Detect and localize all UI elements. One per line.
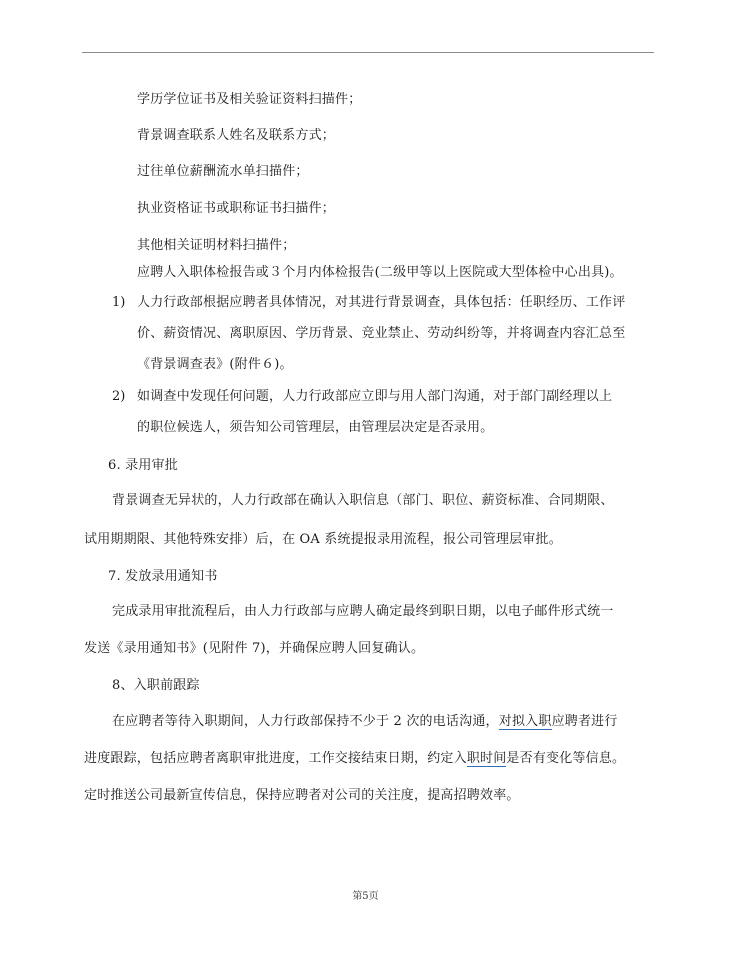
underlined-text: 对拟入职: [498, 714, 552, 729]
section-heading: 8、入职前跟踪: [112, 678, 200, 693]
paragraph-line: 定时推送公司最新宣传信息，保持应聘者对公司的关注度，提高招聘效率。: [84, 788, 520, 803]
material-item: 过往单位薪酬流水单扫描件；: [137, 164, 309, 179]
paragraph-line: [84, 750, 625, 768]
paragraph-line: 完成录用审批流程后，由人力行政部与应聘人确定最终到职日期，以电子邮件形式统一: [112, 604, 614, 619]
material-item: 背景调查联系人姓名及联系方式；: [137, 128, 336, 143]
section-heading: 6. 录用审批: [108, 458, 178, 473]
material-item: 学历学位证书及相关验证资料扫描件；: [137, 92, 362, 107]
item2-line: 如调查中发现任何问题，人力行政部应立即与用人部门沟通，对于部门副经理以上: [137, 389, 613, 404]
section-heading: 7. 发放录用通知书: [108, 569, 218, 584]
underlined-text: 职时间: [466, 751, 507, 766]
paragraph-line: 试用期期限、其他特殊安排）后，在 OA 系统提报录用流程，报公司管理层审批。: [84, 532, 562, 547]
material-item: 应聘人入职体检报告或３个月内体检报告(二级甲等以上医院或大型体检中心出具)。: [137, 265, 623, 280]
text-run: 进度跟踪，包括应聘者离职审批进度，工作交接结束日期，约定入: [84, 751, 467, 766]
text-run: 应聘者进行: [551, 714, 618, 729]
item1-line: 人力行政部根据应聘者具体情况，对其进行背景调查，具体包括：任职经历、工作评: [137, 295, 626, 310]
item2-line: 的职位候选人，须告知公司管理层，由管理层决定是否录用。: [137, 420, 494, 435]
header-rule: [82, 52, 654, 53]
list-number: 2): [112, 389, 126, 404]
text-run: 是否有变化等信息。: [506, 751, 626, 766]
paragraph-line: [112, 713, 618, 731]
paragraph-line: 发送《录用通知书》(见附件 7)，并确保应聘人回复确认。: [84, 641, 425, 656]
item1-line: 价、薪资情况、离职原因、学历背景、竞业禁止、劳动纠纷等，并将调查内容汇总至: [137, 326, 626, 341]
paragraph-line: 背景调查无异状的，人力行政部在确认入职信息（部门、职位、薪资标准、合同期限、: [112, 493, 614, 508]
list-number: 1): [112, 295, 126, 310]
page-number: 第5页: [352, 891, 379, 902]
text-run: 在应聘者等待入职期间，人力行政部保持不少于 2 次的电话沟通，: [112, 714, 499, 729]
item1-line: 《背景调查表》(附件６)。: [137, 357, 293, 372]
material-item: 执业资格证书或职称证书扫描件；: [137, 201, 336, 216]
material-item: 其他相关证明材料扫描件；: [137, 238, 296, 253]
